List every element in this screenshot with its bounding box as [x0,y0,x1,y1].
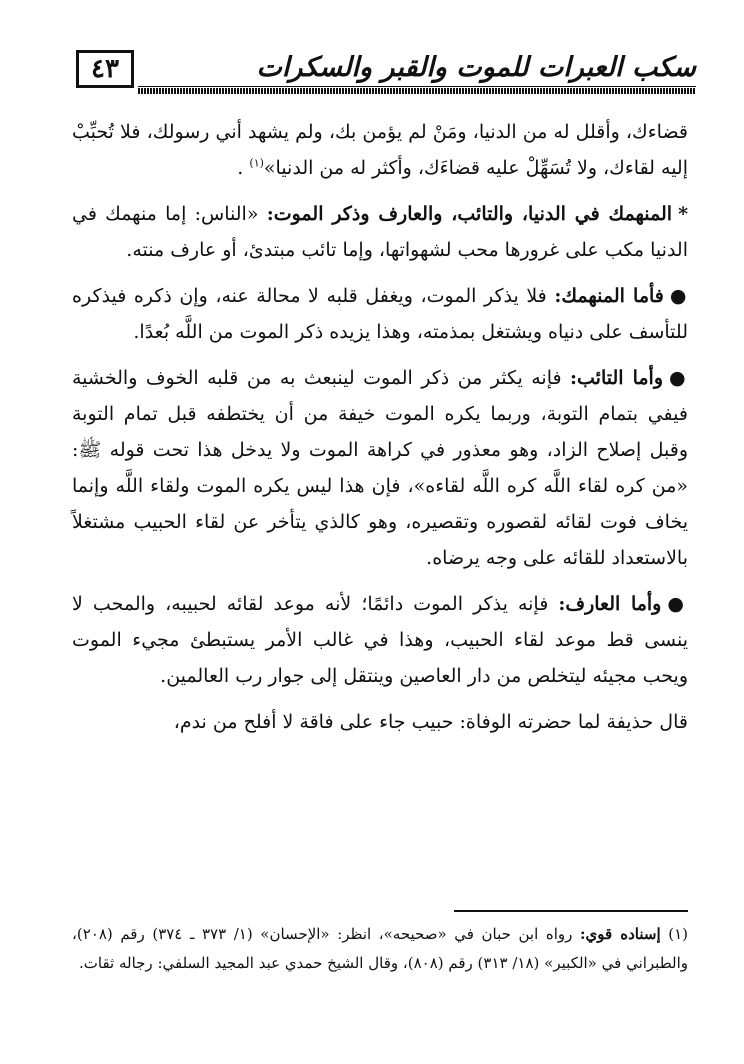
page-number: ٤٣ [76,50,134,88]
header-rule [138,88,696,94]
bullet-marker: ● [669,367,688,389]
footnote [72,920,688,978]
paragraph-heading: وأما التائب: [570,367,663,389]
paragraph-text: فإنه يكثر من ذكر الموت لينبعث به من قلبه الخوف والخشية فيفي بتمام التوبة، وربما يكره الموت خيفة من أن يختطفه قبل تمام التوبة وقبل إصلاح الزاد، وهو معذور في كراهة الموت ولا يدخل هذا تحت قوله ﷺ: «من كره لقاء اللَّه كره اللَّه لقاءه»، فإن هذا ليس يكره الموت ولقاء اللَّه وإنما يخاف فوت لقائه لقصوره وتقصيره، وهو كالذي يتأخر عن لقاء الحبيب مشتغلاً بالاستعداد للقائه على وجه يرضاه. [72,367,689,569]
bullet-marker: ● [667,593,688,615]
paragraph-5 [72,586,688,694]
footnote-number: (١) [668,925,688,943]
header-rule-thin [138,86,696,87]
paragraph-text: فلا يذكر الموت، ويغفل قلبه لا محالة عنه، وإن ذكره فيذكره للتأسف على دنياه ويشتغل بمذمته، وهذا يزيده ذكر الموت من اللَّه بُعدًا. [72,285,688,343]
page-body [72,114,688,740]
paragraph-3 [72,278,688,350]
paragraph-text: فإنه يذكر الموت دائمًا؛ لأنه موعد لقائه لحبيبه، والمحب لا ينسى قط موعد لقاء الحبيب، وهذا في غالب الأمر يستبطئ مجيء الموت ويحب مجيئه ليتخلص من دار العاصين وينتقل إلى جوار رب العالمين. [72,593,688,687]
paragraph-heading: المنهمك في الدنيا، والتائب، والعارف وذكر الموت: [266,203,673,225]
paragraph-2 [72,196,688,268]
bullet-marker: ● [669,285,688,307]
footnote-divider [454,910,688,912]
paragraph-heading: وأما العارف: [558,593,662,615]
footnote-ref[interactable]: (١) [249,156,264,170]
paragraph-text: قال حذيفة لما حضرته الوفاة: حبيب جاء على فاقة لا أفلح من ندم، [173,711,688,733]
footnote-text: رواه ابن حبان في «صحيحه»، انظر: «الإحسان» (١/ ٣٧٣ ـ ٣٧٤) رقم (٢٠٨)، والطبراني في «الكبير» (١٨/ ٣١٣) رقم (٨٠٨)، وقال الشيخ حمدي عبد المجيد السلفي: رجاله ثقات. [72,925,688,972]
paragraph-heading: فأما المنهمك: [554,285,664,307]
paragraph-4 [72,360,688,576]
running-title: سكب العبرات للموت والقبر والسكرات [256,52,696,83]
footnote-heading: إسناده قوي: [579,925,661,943]
paragraph-6 [72,704,688,740]
paragraph-1 [72,114,688,186]
paragraph-text: قضاءك، وأقلل له من الدنيا، ومَنْ لم يؤمن بك، ولم يشهد أني رسولك، فلا تُحبِّبْ إليه لقاءك، ولا تُسَهِّلْ عليه قضاءَك، وأكثر له من الدنيا» [72,121,688,179]
paragraph-text: «الناس: إما منهمك في الدنيا مكب على غرورها محب لشهواتها، وإما تائب مبتدئ، أو عارف منته. [72,203,688,261]
paragraph-tail: . [237,157,250,179]
asterisk-marker: * [678,203,688,225]
page-header [76,46,696,96]
